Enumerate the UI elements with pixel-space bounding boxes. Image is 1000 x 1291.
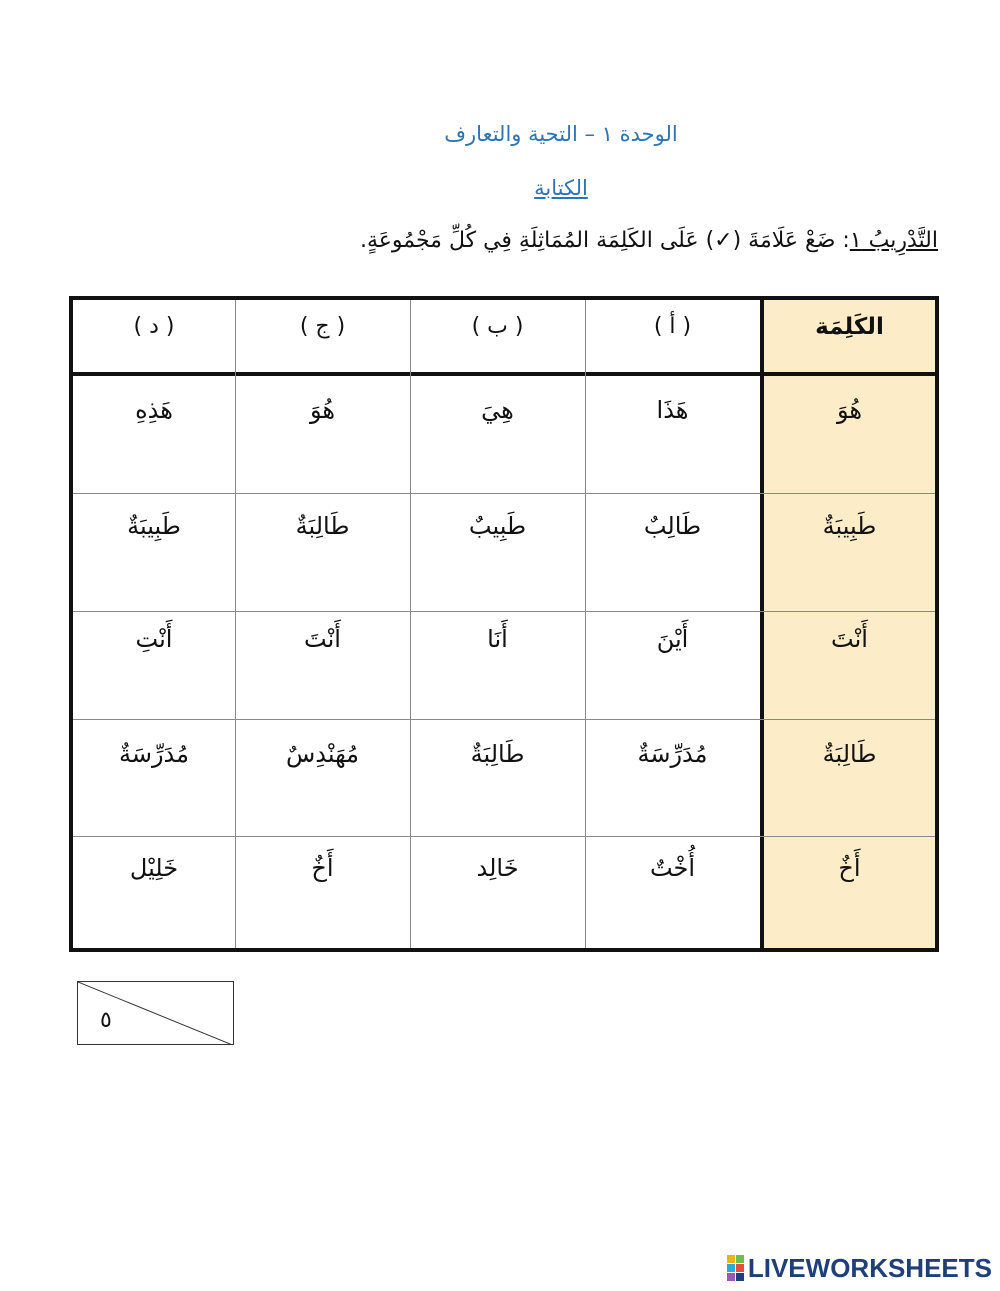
row-5-option-b[interactable]: خَالِد bbox=[476, 854, 519, 882]
row-5-option-d[interactable]: خَلِيْل bbox=[129, 854, 179, 882]
row-1-option-c[interactable]: هُوَ bbox=[309, 396, 336, 424]
section-title: الكتابة bbox=[534, 176, 588, 200]
row-3-word: أَنْتَ bbox=[831, 625, 868, 653]
row-3-option-b[interactable]: أَنَا bbox=[487, 625, 508, 653]
row-3-option-a[interactable]: أَيْنَ bbox=[656, 625, 689, 653]
liveworksheets-logo bbox=[727, 1253, 992, 1283]
row-divider bbox=[73, 493, 935, 494]
row-4-option-d[interactable]: مُدَرِّسَةٌ bbox=[118, 740, 190, 768]
row-divider bbox=[73, 611, 935, 612]
row-divider bbox=[73, 836, 935, 837]
row-4-option-b[interactable]: طَالِبَةٌ bbox=[470, 740, 525, 768]
instruction-text: : ضَعْ عَلَامَةَ ( bbox=[732, 228, 850, 253]
score-value: ٥ bbox=[100, 1008, 112, 1033]
row-2-option-a[interactable]: طَالِبٌ bbox=[643, 512, 702, 540]
score-box bbox=[77, 981, 234, 1045]
logo-text: LIVEWORKSHEETS bbox=[747, 1252, 992, 1283]
row-1-option-a[interactable]: هَذَا bbox=[656, 396, 689, 424]
header-b: ( ب ) bbox=[471, 314, 524, 339]
row-3-option-c[interactable]: أَنْتَ bbox=[304, 625, 341, 653]
exercise-label: التَّدْرِيبُ ١ bbox=[849, 228, 938, 253]
header-a: ( أ ) bbox=[653, 314, 692, 339]
row-divider bbox=[73, 719, 935, 720]
unit-title: الوحدة ١ – التحية والتعارف bbox=[444, 122, 678, 146]
header-word: الكَلِمَة bbox=[815, 314, 884, 340]
row-1-option-b[interactable]: هِيَ bbox=[481, 396, 514, 424]
row-2-word: طَبِيبَةٌ bbox=[822, 512, 877, 540]
header-c: ( ج ) bbox=[299, 314, 346, 339]
header-d: ( د ) bbox=[133, 314, 175, 339]
row-4-option-c[interactable]: مُهَنْدِسٌ bbox=[285, 740, 360, 768]
row-4-option-a[interactable]: مُدَرِّسَةٌ bbox=[637, 740, 708, 768]
instruction-text-end: ) عَلَى الكَلِمَة المُمَاثِلَةِ فِي كُلِّ مَجْمُوعَةٍ. bbox=[359, 228, 715, 253]
row-2-option-d[interactable]: طَبِيبَةٌ bbox=[127, 512, 181, 540]
row-1-word: هُوَ bbox=[836, 396, 863, 424]
row-2-option-c[interactable]: طَالِبَةٌ bbox=[295, 512, 350, 540]
row-5-option-c[interactable]: أَخٌ bbox=[311, 854, 334, 882]
header-divider bbox=[73, 372, 935, 376]
exercise-table bbox=[69, 296, 939, 952]
row-5-option-a[interactable]: أُخْتٌ bbox=[649, 854, 696, 882]
row-5-word: أَخٌ bbox=[838, 854, 861, 882]
exercise-instruction bbox=[360, 228, 938, 253]
row-1-option-d[interactable]: هَذِهِ bbox=[135, 396, 173, 424]
row-4-word: طَالِبَةٌ bbox=[822, 740, 877, 768]
logo-mark-icon bbox=[727, 1255, 744, 1281]
row-3-option-d[interactable]: أَنْتِ bbox=[135, 625, 173, 653]
check-mark-icon: ✓ bbox=[714, 228, 733, 253]
row-2-option-b[interactable]: طَبِيبٌ bbox=[468, 512, 527, 540]
